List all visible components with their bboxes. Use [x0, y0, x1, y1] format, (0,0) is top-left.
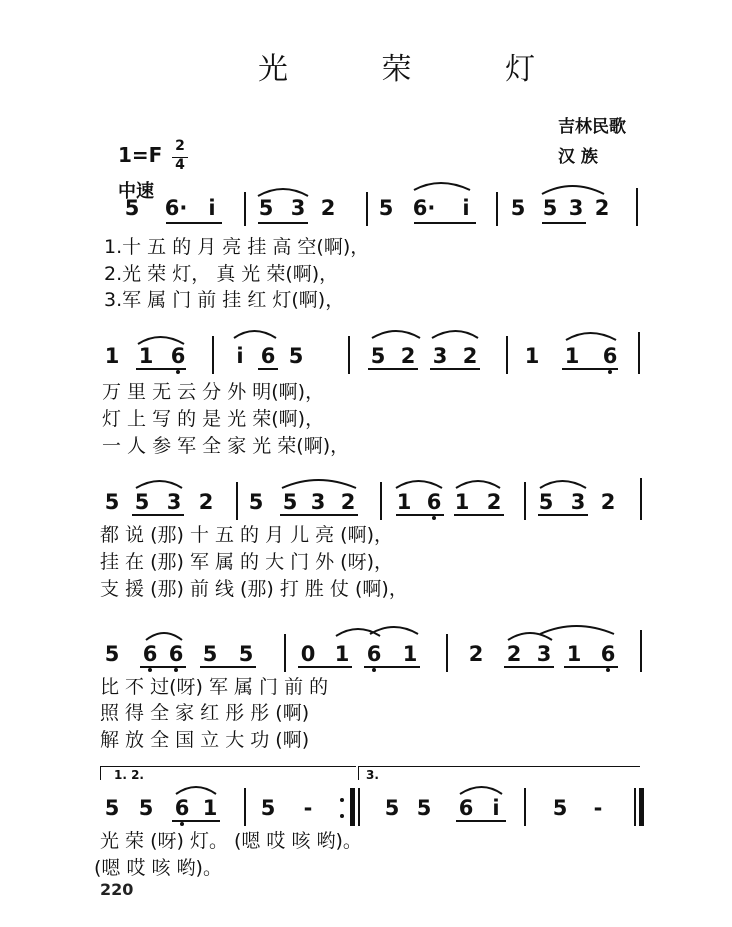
- note: 2: [486, 490, 502, 514]
- note: 1: [202, 796, 218, 820]
- lyric-line: 灯 上 写 的 是 光 荣(啊)，: [102, 408, 325, 430]
- note: 5: [416, 796, 432, 820]
- note: 2: [468, 642, 484, 666]
- note: 5: [552, 796, 568, 820]
- note: 6·: [412, 196, 436, 220]
- lyric-line: 3.军 属 门 前 挂 红 灯(啊)，: [104, 289, 345, 311]
- lyric-line: 比 不 过(呀) 军 属 门 前 的: [100, 676, 329, 698]
- song-title: 光 荣 灯: [258, 52, 578, 87]
- note: 5: [104, 490, 120, 514]
- time-signature-bottom: 4: [175, 157, 185, 173]
- key-signature: 1=F: [118, 143, 163, 167]
- note: 5: [104, 642, 120, 666]
- ethnicity-credit: 汉 族: [558, 147, 598, 167]
- note: 1: [566, 642, 582, 666]
- volta-1-2: 1. 2.: [114, 768, 144, 782]
- note: 6: [168, 642, 184, 666]
- note: 5: [238, 642, 254, 666]
- note: 3: [290, 196, 306, 220]
- lyric-line: 1.十 五 的 月 亮 挂 高 空(啊)，: [104, 236, 370, 258]
- source-credit: 吉林民歌: [558, 117, 626, 137]
- note: i: [492, 796, 500, 820]
- note: 5: [282, 490, 298, 514]
- note: 3: [570, 490, 586, 514]
- volta-3: 3.: [366, 768, 379, 782]
- note: 2: [462, 344, 478, 368]
- note: 2: [340, 490, 356, 514]
- note: 1: [402, 642, 418, 666]
- lyric-line: 解 放 全 国 立 大 功 (啊): [100, 729, 310, 751]
- note: 5: [538, 490, 554, 514]
- note: -: [593, 796, 603, 820]
- note: 5: [370, 344, 386, 368]
- note: 5: [258, 196, 274, 220]
- note: 6: [458, 796, 474, 820]
- note: i: [208, 196, 216, 220]
- note: 1: [334, 642, 350, 666]
- note: 6: [602, 344, 618, 368]
- note: 5: [124, 196, 140, 220]
- note: 3: [310, 490, 326, 514]
- note: 6: [600, 642, 616, 666]
- note: 5: [202, 642, 218, 666]
- lyric-line: 万 里 无 云 分 外 明(啊)，: [102, 381, 325, 403]
- note: i: [462, 196, 470, 220]
- note: 5: [288, 344, 304, 368]
- note: 5: [248, 490, 264, 514]
- note: 3: [536, 642, 552, 666]
- tempo-marking: 中速: [118, 181, 154, 202]
- note: 2: [400, 344, 416, 368]
- page-number: 220: [100, 880, 134, 899]
- note: 3: [568, 196, 584, 220]
- lyric-line: 挂 在 (那) 军 属 的 大 门 外 (呀)，: [100, 551, 394, 573]
- lyric-line: 都 说 (那) 十 五 的 月 儿 亮 (啊)，: [100, 524, 394, 546]
- note: 5: [260, 796, 276, 820]
- note: 5: [384, 796, 400, 820]
- note: 1: [454, 490, 470, 514]
- note: 5: [138, 796, 154, 820]
- note: 3: [166, 490, 182, 514]
- note: 2: [506, 642, 522, 666]
- note: 6·: [164, 196, 188, 220]
- note: i: [236, 344, 244, 368]
- note: 2: [320, 196, 336, 220]
- note: 6: [174, 796, 190, 820]
- note: 5: [378, 196, 394, 220]
- lyric-line: 一 人 参 军 全 家 光 荣(啊)，: [102, 435, 350, 457]
- lyric-line: 光 荣 (呀) 灯。 (嗯 哎 咳 哟)。: [100, 830, 362, 852]
- lyric-line: 照 得 全 家 红 彤 彤 (啊): [100, 702, 310, 724]
- note: 6: [426, 490, 442, 514]
- note: 1: [104, 344, 120, 368]
- note: 1: [138, 344, 154, 368]
- note: -: [303, 796, 313, 820]
- note: 1: [564, 344, 580, 368]
- time-signature-top: 2: [175, 138, 185, 154]
- note: 5: [510, 196, 526, 220]
- note: 2: [198, 490, 214, 514]
- lyric-line: 支 援 (那) 前 线 (那) 打 胜 仗 (啊)，: [100, 578, 408, 600]
- note: 5: [134, 490, 150, 514]
- lyric-line: 2.光 荣 灯， 真 光 荣(啊)，: [104, 263, 339, 285]
- note: 6: [366, 642, 382, 666]
- note: 5: [104, 796, 120, 820]
- note: 1: [396, 490, 412, 514]
- note: 2: [594, 196, 610, 220]
- note: 6: [142, 642, 158, 666]
- note: 2: [600, 490, 616, 514]
- note: 0: [300, 642, 316, 666]
- note: 6: [260, 344, 276, 368]
- note: 5: [542, 196, 558, 220]
- note: 1: [524, 344, 540, 368]
- note: 3: [432, 344, 448, 368]
- note: 6: [170, 344, 186, 368]
- lyric-line: (嗯 哎 咳 哟)。: [94, 857, 222, 879]
